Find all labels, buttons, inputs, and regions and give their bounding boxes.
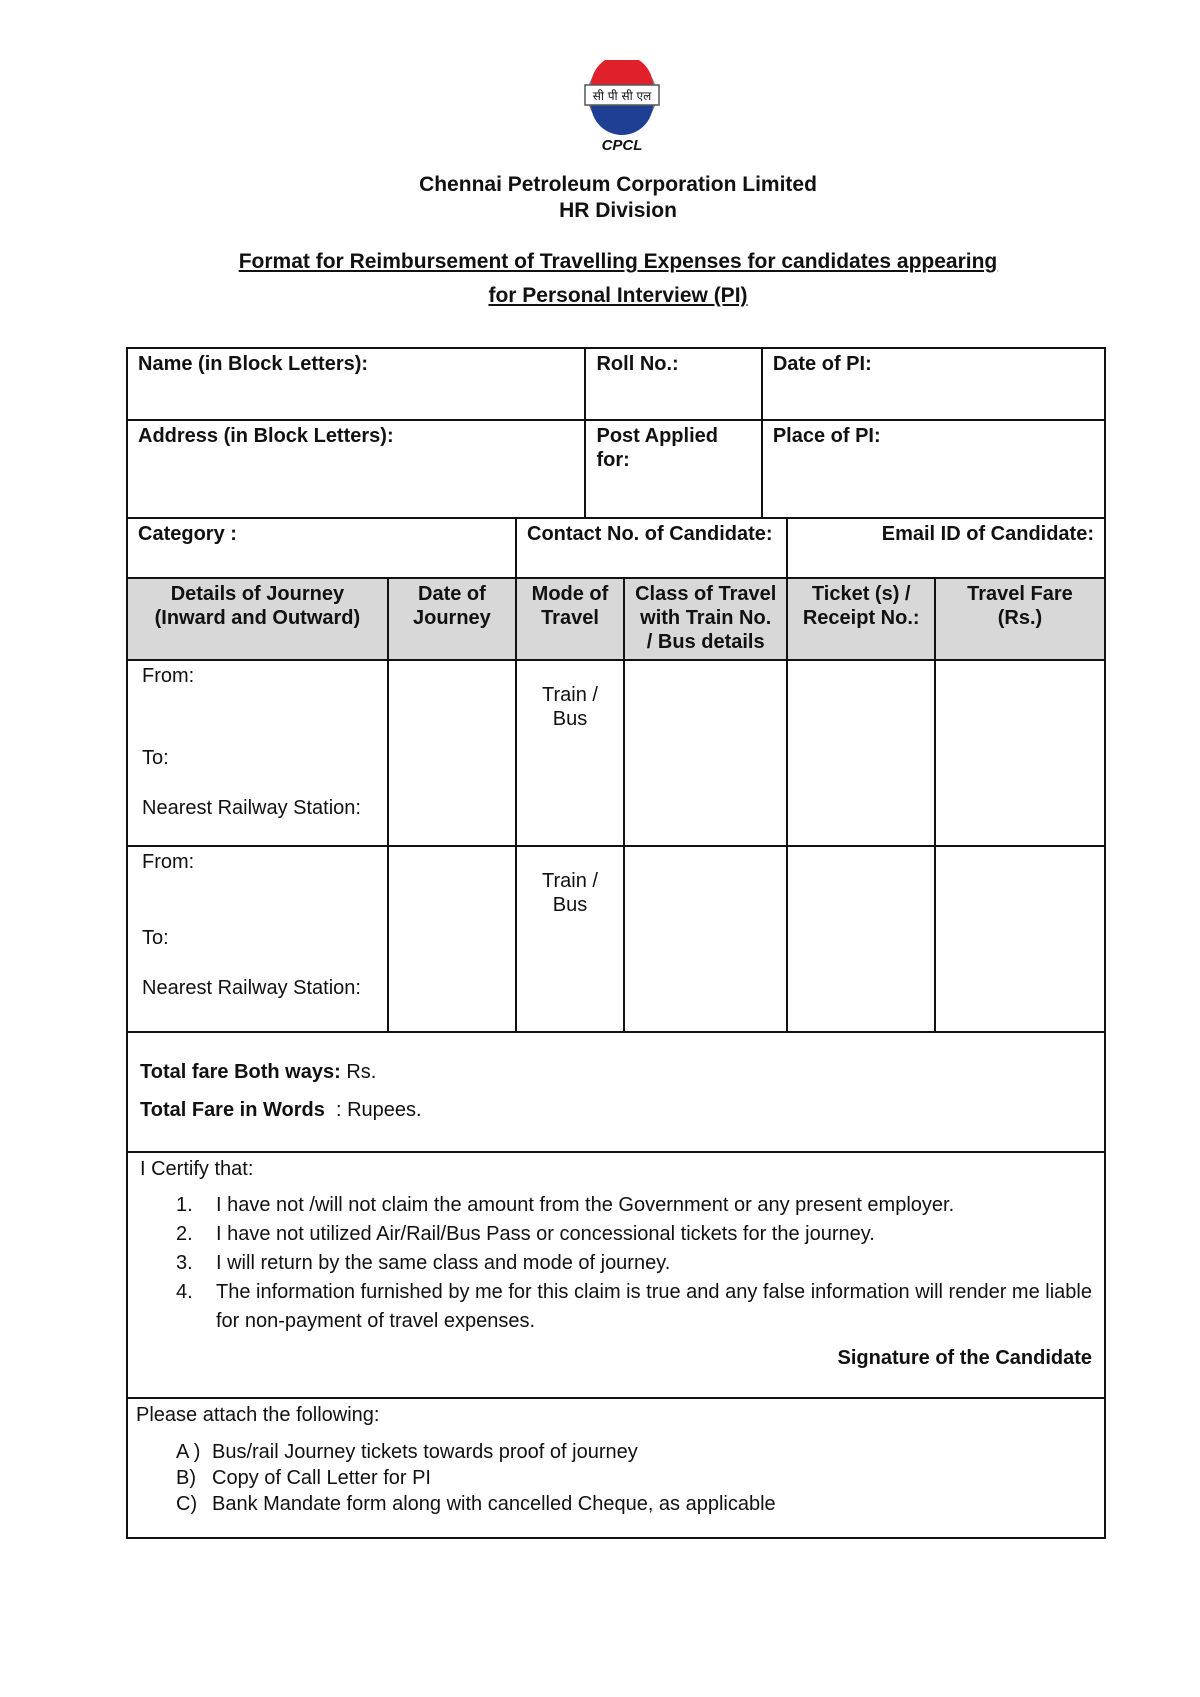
form-title-line1: Format for Reimbursement of Travelling Expenses for candidates appearing: [238, 250, 998, 273]
from-label: From:: [142, 851, 195, 873]
to-label: To:: [142, 747, 169, 769]
address-field[interactable]: Address (in Block Letters):: [127, 420, 585, 518]
ticket-number-cell[interactable]: [787, 846, 934, 1032]
certification-section: [127, 1152, 1105, 1398]
form-title-line2: for Personal Interview (PI): [488, 284, 748, 307]
list-item: 4. The information furnished by me for this claim is true and any false information will render me liable for non-payment of travel expenses.: [176, 1281, 1092, 1332]
journey-details-cell[interactable]: [127, 846, 388, 1032]
travel-mode-cell[interactable]: Train / Bus: [516, 846, 624, 1032]
attach-intro: Please attach the following:: [136, 1404, 380, 1426]
to-label: To:: [142, 927, 169, 949]
journey-details-cell[interactable]: [127, 660, 388, 846]
nearest-station-label: Nearest Railway Station:: [142, 797, 361, 819]
division-name: HR Division: [559, 199, 677, 222]
column-header-ticket: Ticket (s) / Receipt No.:: [787, 578, 934, 660]
svg-text:सी पी सी एल: सी पी सी एल: [592, 89, 652, 103]
attachments-section: [127, 1398, 1105, 1538]
total-fare-in-words: Total Fare in Words : Rupees.: [140, 1099, 422, 1121]
list-item: 1. I have not /will not claim the amount from the Government or any present employer.: [176, 1194, 955, 1216]
list-item: 2. I have not utilized Air/Rail/Bus Pass or concessional tickets for the journey.: [176, 1223, 875, 1245]
journey-date-cell[interactable]: [388, 660, 516, 846]
cpcl-logo: [577, 60, 667, 160]
post-applied-field[interactable]: Post Applied for:: [585, 420, 761, 518]
travel-class-cell[interactable]: [624, 846, 788, 1032]
column-header-date: Date of Journey: [388, 578, 516, 660]
signature-of-candidate[interactable]: Signature of the Candidate: [837, 1347, 1092, 1369]
column-header-journey: Details of Journey (Inward and Outward): [127, 578, 388, 660]
attachments-list: [128, 1439, 1104, 1517]
certify-intro: I Certify that:: [140, 1158, 254, 1180]
reimbursement-form: [126, 347, 1106, 1539]
email-field[interactable]: Email ID of Candidate:: [787, 518, 1105, 578]
nearest-station-label: Nearest Railway Station:: [142, 977, 361, 999]
journey-row: [127, 846, 1105, 1032]
travel-class-cell[interactable]: [624, 660, 788, 846]
travel-fare-cell[interactable]: [935, 846, 1105, 1032]
total-fare-both-ways: Total fare Both ways: Rs.: [140, 1061, 377, 1083]
totals-section[interactable]: [127, 1032, 1105, 1152]
contact-number-field[interactable]: Contact No. of Candidate:: [516, 518, 787, 578]
column-header-class: Class of Travel with Train No. / Bus details: [624, 578, 788, 660]
roll-number-field[interactable]: Roll No.:: [585, 348, 761, 420]
place-of-pi-field[interactable]: Place of PI:: [762, 420, 1105, 518]
column-header-mode: Mode of Travel: [516, 578, 624, 660]
name-field[interactable]: Name (in Block Letters):: [127, 348, 585, 420]
travel-fare-cell[interactable]: [935, 660, 1105, 846]
list-item: C) Bank Mandate form along with cancelled Cheque, as applicable: [176, 1493, 776, 1515]
journey-date-cell[interactable]: [388, 846, 516, 1032]
from-label: From:: [142, 665, 195, 687]
list-item: 3. I will return by the same class and mode of journey.: [176, 1252, 671, 1274]
category-field[interactable]: Category :: [127, 518, 516, 578]
organization-name: Chennai Petroleum Corporation Limited: [419, 173, 817, 196]
list-item: A ) Bus/rail Journey tickets towards proof of journey: [176, 1441, 638, 1463]
svg-text:CPCL: CPCL: [601, 137, 643, 154]
list-item: B) Copy of Call Letter for PI: [176, 1467, 431, 1489]
date-of-pi-field[interactable]: Date of PI:: [762, 348, 1105, 420]
ticket-number-cell[interactable]: [787, 660, 934, 846]
journey-row: [127, 660, 1105, 846]
column-header-fare: Travel Fare (Rs.): [935, 578, 1105, 660]
travel-mode-cell[interactable]: Train / Bus: [516, 660, 624, 846]
certification-list: [128, 1191, 1104, 1336]
